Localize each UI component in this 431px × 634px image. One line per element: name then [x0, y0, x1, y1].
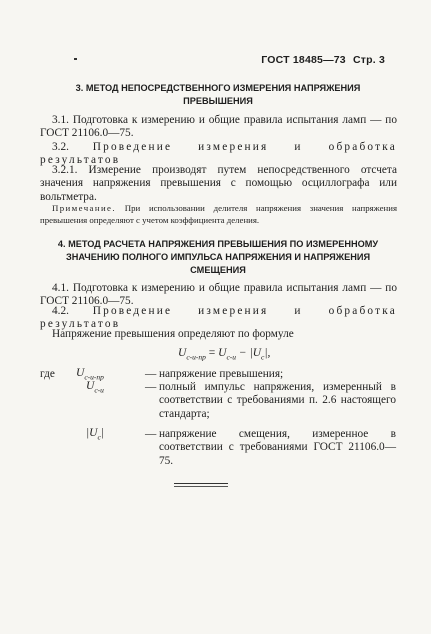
formula-lhs-sub: с-и-пр	[186, 352, 206, 362]
paragraph-4-2-title: Проведение измерения и обработка результатов	[40, 305, 397, 331]
page-number: Стр. 3	[352, 54, 385, 66]
definition-1-sym: U	[76, 367, 85, 379]
definition-2-dash: —	[145, 381, 157, 393]
where-word: где	[40, 368, 55, 380]
definition-2-text: полный импульс напряжения, измеренный в соответствии с требованиями п. 2.6 настоящего стандарта;	[159, 381, 396, 420]
paragraph-3-2-title: Проведение измерения и обработка результатов	[40, 141, 397, 167]
section-3-heading: 3. МЕТОД НЕПОСРЕДСТВЕННОГО ИЗМЕРЕНИЯ НАПРЯЖЕНИЯ ПРЕВЫШЕНИЯ	[75, 83, 361, 106]
definition-3-text: напряжение смещения, измеренное в соответствии с требованиями ГОСТ 21106.0—75.	[159, 428, 396, 467]
formula	[178, 347, 270, 361]
formula-intro: Напряжение превышения определяют по формуле	[52, 328, 294, 340]
formula-term3: |,	[264, 347, 271, 359]
margin-dot	[74, 58, 77, 60]
formula-lhs: U	[178, 347, 187, 359]
definition-2-sym: U	[86, 380, 95, 392]
paragraph-4-1: 4.1. Подготовка к измерению и общие правила испытания ламп — по ГОСТ 21106.0—75.	[40, 282, 397, 308]
definition-3-post: |	[100, 427, 104, 439]
formula-eq: =	[205, 347, 219, 359]
note-text: При использовании делителя напряжения значения напряжения превышения определяют с учетом коэффициента деления.	[40, 203, 397, 225]
standard-number: ГОСТ 18485—73	[261, 54, 346, 66]
paragraph-3-2-number: 3.2.	[52, 141, 69, 153]
definition-1-text: напряжение превышения;	[159, 368, 284, 380]
end-rule	[174, 483, 228, 484]
definition-3-sym: |U	[86, 427, 98, 439]
definition-1-sub: с-и-пр	[84, 372, 104, 382]
definition-1-dash: —	[145, 368, 157, 380]
definition-3-symbol	[86, 427, 104, 441]
note	[40, 203, 397, 226]
formula-term2: − |U	[236, 347, 262, 359]
definition-3-dash: —	[145, 428, 157, 440]
definition-3-sub: с	[97, 432, 101, 442]
section-4-heading: 4. МЕТОД РАСЧЕТА НАПРЯЖЕНИЯ ПРЕВЫШЕНИЯ ПО ИЗМЕРЕННОМУ ЗНАЧЕНИЮ ПОЛНОГО ИМПУЛЬСА НАПРЯЖЕНИЯ И НАПРЯЖЕНИЯ СМЕЩЕНИЯ	[57, 239, 379, 275]
formula-term1: U	[218, 347, 227, 359]
end-rule-second	[174, 486, 228, 487]
paragraph-4-2-number: 4.2.	[52, 305, 69, 317]
definition-2-sub: с-и	[94, 385, 104, 395]
formula-term1-sub: с-и	[226, 352, 237, 362]
paragraph-3-1: 3.1. Подготовка к измерению и общие правила испытания ламп — по ГОСТ 21106.0—75.	[40, 114, 397, 140]
formula-term2-sub: с	[261, 352, 265, 362]
definition-2-symbol	[86, 380, 104, 394]
page-header	[261, 54, 385, 66]
note-label: Примечание.	[52, 203, 116, 213]
paragraph-3-2-1: 3.2.1. Измерение производят путем непосредственного отсчета значения напряжения превышения с помощью осциллографа или вольтметра.	[40, 164, 397, 203]
